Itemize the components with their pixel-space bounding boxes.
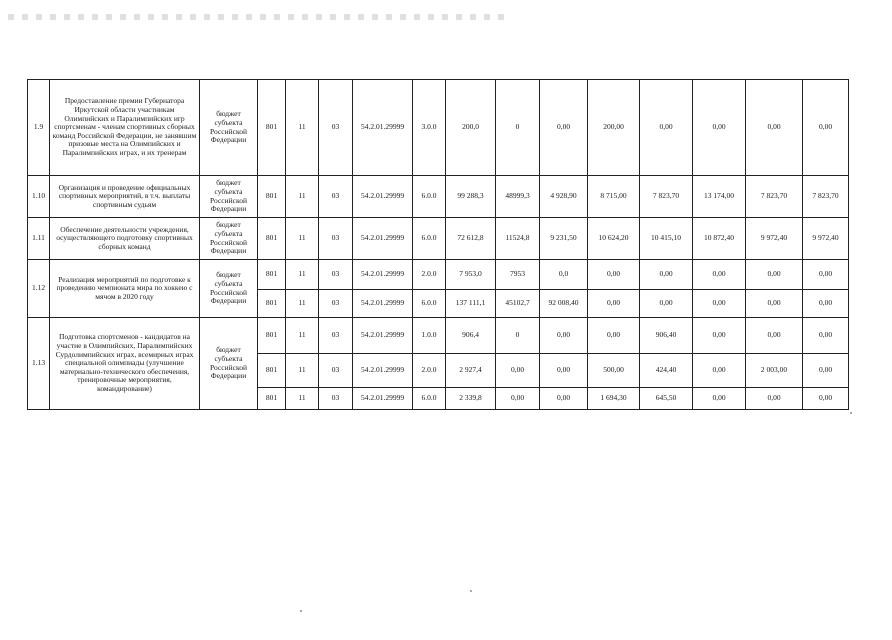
- row-number: 1.11: [28, 218, 50, 260]
- funding-source: бюджет субъекта Российской Федерации: [200, 260, 258, 318]
- scan-artifact-header: [8, 14, 508, 20]
- year-2020-cell: 0,00: [803, 318, 849, 354]
- year-2015-cell: 92 008,40: [540, 290, 588, 318]
- year-2020-cell: 0,00: [803, 388, 849, 410]
- year-2017-cell: 0,00: [640, 80, 693, 176]
- funding-source: бюджет субъекта Российской Федерации: [200, 176, 258, 218]
- year-2018-cell: 0,00: [693, 290, 746, 318]
- year-2014-cell: 0,00: [496, 388, 540, 410]
- subsection-code-cell: 03: [319, 218, 353, 260]
- table-row: [28, 318, 849, 354]
- section-code-cell: 11: [286, 290, 319, 318]
- subsection-code-cell: 03: [319, 80, 353, 176]
- subsection-code-cell: 03: [319, 260, 353, 290]
- year-2018-cell: 13 174,00: [693, 176, 746, 218]
- year-2014-cell: 7953: [496, 260, 540, 290]
- year-2015-cell: 0,0: [540, 260, 588, 290]
- year-2014-cell: 0,00: [496, 354, 540, 388]
- expense-type-cell: 2.0.0: [413, 354, 446, 388]
- grbs-code-cell: 801: [258, 80, 286, 176]
- total-amount-cell: 2 339,8: [446, 388, 496, 410]
- year-2015-cell: 9 231,50: [540, 218, 588, 260]
- subsection-code-cell: 03: [319, 176, 353, 218]
- year-2014-cell: 0: [496, 318, 540, 354]
- table-row: [28, 218, 849, 260]
- year-2019-cell: 9 972,40: [746, 218, 803, 260]
- year-2016-cell: 0,00: [588, 318, 640, 354]
- year-2016-cell: 500,00: [588, 354, 640, 388]
- year-2018-cell: 0,00: [693, 318, 746, 354]
- expense-type-cell: 6.0.0: [413, 218, 446, 260]
- grbs-code-cell: 801: [258, 218, 286, 260]
- year-2016-cell: 10 624,20: [588, 218, 640, 260]
- year-2017-cell: 0,00: [640, 260, 693, 290]
- year-2017-cell: 7 823,70: [640, 176, 693, 218]
- scan-speck: [850, 412, 852, 414]
- funding-source: бюджет субъекта Российской Федерации: [200, 218, 258, 260]
- year-2018-cell: 0,00: [693, 388, 746, 410]
- event-name: Реализация мероприятий по подготовке к проведению чемпионата мира по хоккею с мячом в 2020 году: [50, 260, 200, 318]
- row-number: 1.9: [28, 80, 50, 176]
- target-article-cell: 54.2.01.29999: [353, 176, 413, 218]
- table-row: [28, 80, 849, 176]
- year-2018-cell: 0,00: [693, 260, 746, 290]
- year-2017-cell: 10 415,10: [640, 218, 693, 260]
- year-2016-cell: 0,00: [588, 260, 640, 290]
- section-code-cell: 11: [286, 176, 319, 218]
- table-row: [28, 176, 849, 218]
- year-2020-cell: 0,00: [803, 354, 849, 388]
- subsection-code-cell: 03: [319, 354, 353, 388]
- section-code-cell: 11: [286, 80, 319, 176]
- budget-table: [27, 79, 849, 410]
- year-2020-cell: 0,00: [803, 80, 849, 176]
- expense-type-cell: 1.0.0: [413, 318, 446, 354]
- year-2019-cell: 0,00: [746, 260, 803, 290]
- subsection-code-cell: 03: [319, 318, 353, 354]
- year-2017-cell: 906,40: [640, 318, 693, 354]
- scan-speck: [300, 610, 302, 612]
- target-article-cell: 54.2.01.29999: [353, 80, 413, 176]
- table-row: [28, 260, 849, 290]
- target-article-cell: 54.2.01.29999: [353, 260, 413, 290]
- row-number: 1.12: [28, 260, 50, 318]
- total-amount-cell: 137 111,1: [446, 290, 496, 318]
- year-2019-cell: 7 823,70: [746, 176, 803, 218]
- event-name: Обеспечение деятельности учреждения, осуществляющего подготовку спортивных сборных команд: [50, 218, 200, 260]
- total-amount-cell: 200,0: [446, 80, 496, 176]
- year-2016-cell: 1 694,30: [588, 388, 640, 410]
- total-amount-cell: 2 927,4: [446, 354, 496, 388]
- year-2018-cell: 10 872,40: [693, 218, 746, 260]
- grbs-code-cell: 801: [258, 290, 286, 318]
- subsection-code-cell: 03: [319, 290, 353, 318]
- year-2017-cell: 645,50: [640, 388, 693, 410]
- funding-source: бюджет субъекта Российской Федерации: [200, 318, 258, 410]
- expense-type-cell: 6.0.0: [413, 290, 446, 318]
- year-2014-cell: 48999,3: [496, 176, 540, 218]
- grbs-code-cell: 801: [258, 260, 286, 290]
- row-number: 1.13: [28, 318, 50, 410]
- year-2015-cell: 0,00: [540, 354, 588, 388]
- year-2019-cell: 0,00: [746, 290, 803, 318]
- section-code-cell: 11: [286, 318, 319, 354]
- grbs-code-cell: 801: [258, 318, 286, 354]
- year-2020-cell: 0,00: [803, 290, 849, 318]
- year-2017-cell: 424,40: [640, 354, 693, 388]
- year-2014-cell: 11524,8: [496, 218, 540, 260]
- event-name: Подготовка спортсменов - кандидатов на участие в Олимпийских, Паралимпийских Сурдолимпийских играх, всемирных играх специальной олимпиады (улучшение материально-технического обеспечения, тренировочные мероприятия, командирование): [50, 318, 200, 410]
- funding-source: бюджет субъекта Российской Федерации: [200, 80, 258, 176]
- row-number: 1.10: [28, 176, 50, 218]
- total-amount-cell: 7 953,0: [446, 260, 496, 290]
- event-name: Организация и проведение официальных спортивных мероприятий, в т.ч. выплаты спортивным судьям: [50, 176, 200, 218]
- year-2018-cell: 0,00: [693, 80, 746, 176]
- year-2020-cell: 9 972,40: [803, 218, 849, 260]
- year-2019-cell: 0,00: [746, 80, 803, 176]
- year-2018-cell: 0,00: [693, 354, 746, 388]
- subsection-code-cell: 03: [319, 388, 353, 410]
- year-2020-cell: 7 823,70: [803, 176, 849, 218]
- total-amount-cell: 99 288,3: [446, 176, 496, 218]
- section-code-cell: 11: [286, 388, 319, 410]
- year-2016-cell: 8 715,00: [588, 176, 640, 218]
- grbs-code-cell: 801: [258, 388, 286, 410]
- grbs-code-cell: 801: [258, 176, 286, 218]
- year-2019-cell: 0,00: [746, 388, 803, 410]
- year-2019-cell: 2 003,00: [746, 354, 803, 388]
- year-2014-cell: 45102,7: [496, 290, 540, 318]
- year-2015-cell: 0,00: [540, 318, 588, 354]
- total-amount-cell: 906,4: [446, 318, 496, 354]
- year-2015-cell: 0,00: [540, 80, 588, 176]
- expense-type-cell: 6.0.0: [413, 176, 446, 218]
- target-article-cell: 54.2.01.29999: [353, 354, 413, 388]
- scan-speck: [470, 590, 472, 592]
- target-article-cell: 54.2.01.29999: [353, 388, 413, 410]
- section-code-cell: 11: [286, 260, 319, 290]
- year-2016-cell: 0,00: [588, 290, 640, 318]
- target-article-cell: 54.2.01.29999: [353, 218, 413, 260]
- year-2015-cell: 4 928,90: [540, 176, 588, 218]
- year-2015-cell: 0,00: [540, 388, 588, 410]
- target-article-cell: 54.2.01.29999: [353, 290, 413, 318]
- budget-table-body: [28, 80, 849, 410]
- year-2016-cell: 200,00: [588, 80, 640, 176]
- year-2020-cell: 0,00: [803, 260, 849, 290]
- year-2019-cell: 0,00: [746, 318, 803, 354]
- total-amount-cell: 72 612,8: [446, 218, 496, 260]
- grbs-code-cell: 801: [258, 354, 286, 388]
- target-article-cell: 54.2.01.29999: [353, 318, 413, 354]
- expense-type-cell: 6.0.0: [413, 388, 446, 410]
- year-2017-cell: 0,00: [640, 290, 693, 318]
- section-code-cell: 11: [286, 218, 319, 260]
- expense-type-cell: 3.0.0: [413, 80, 446, 176]
- event-name: Предоставление премии Губернатора Иркутской области участникам Олимпийских и Паралимпийских игр спортсменам - членам спортивных сборных команд Российской Федерации, не занявшим призовые места на Олимпийских и Паралимпийских играх, и их тренерам: [50, 80, 200, 176]
- year-2014-cell: 0: [496, 80, 540, 176]
- expense-type-cell: 2.0.0: [413, 260, 446, 290]
- section-code-cell: 11: [286, 354, 319, 388]
